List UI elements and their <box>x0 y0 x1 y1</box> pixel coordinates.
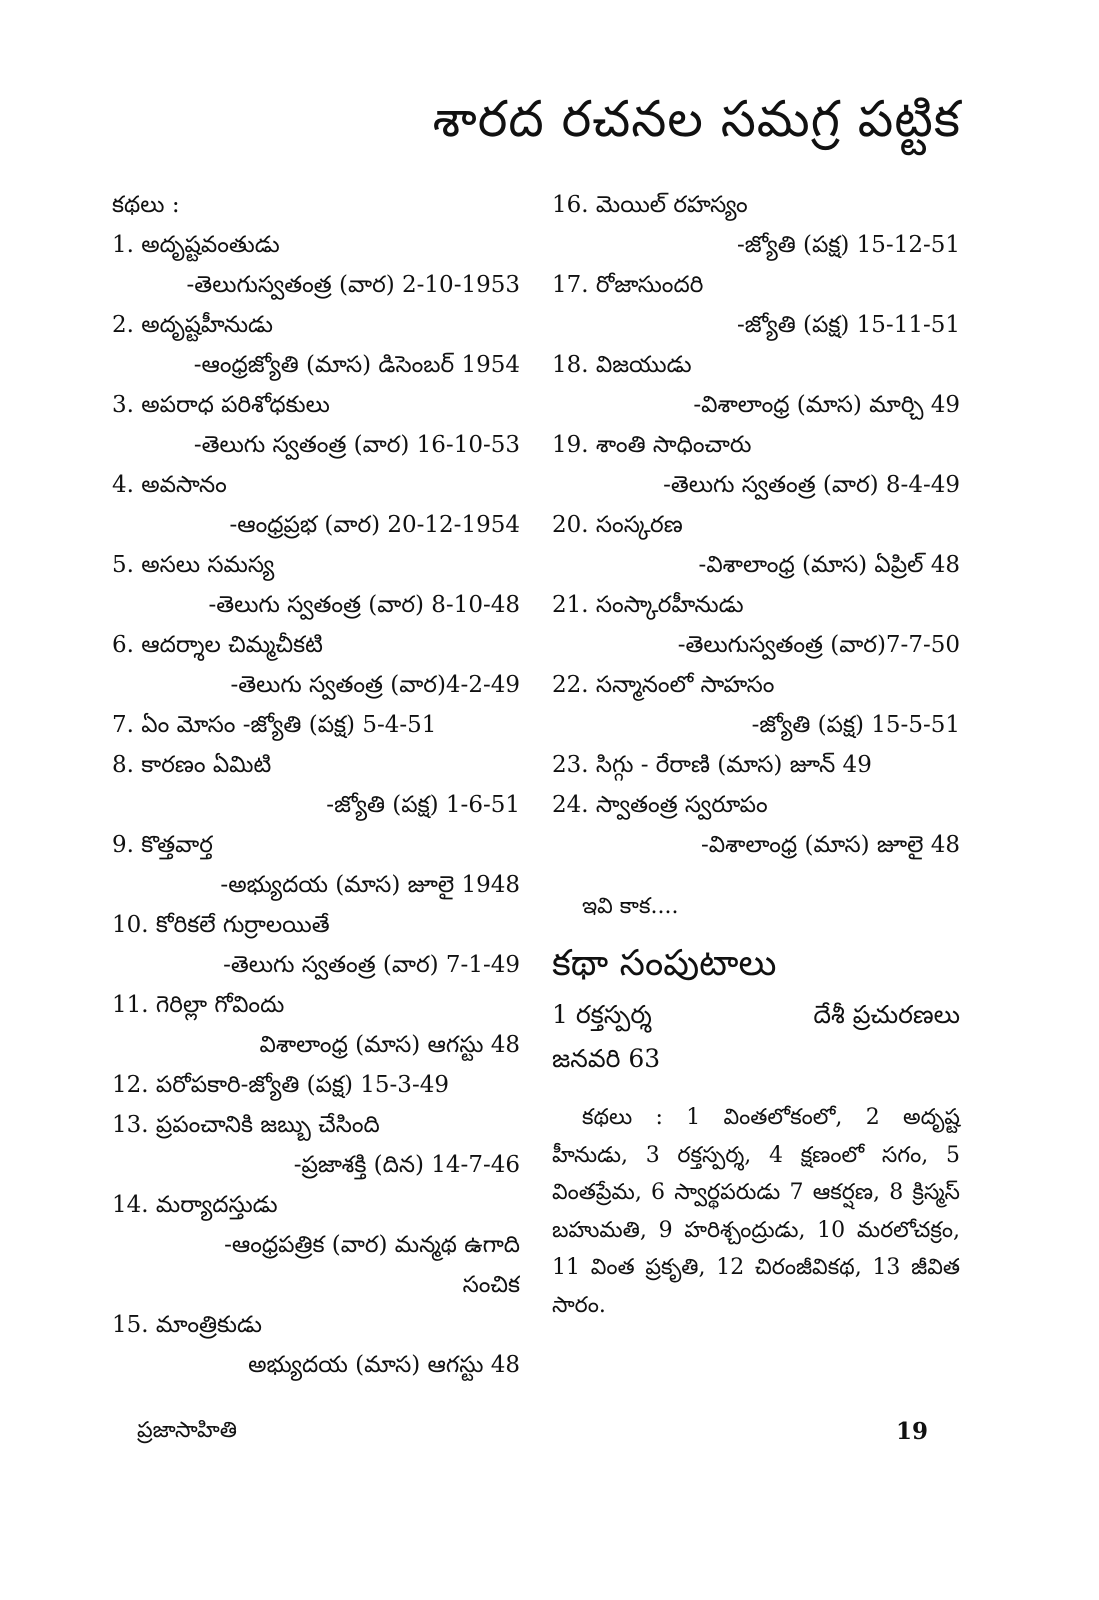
story-number: 19. <box>552 432 589 458</box>
story-publication: -ఆంధ్రజ్యోతి (మాస) డిసెంబర్ 1954 <box>193 352 520 378</box>
story-title: విజయుడు <box>595 352 692 378</box>
story-title: ప్రపంచానికి జబ్బు చేసింది <box>155 1112 380 1138</box>
story-entry <box>552 185 960 265</box>
story-title-line <box>112 905 520 945</box>
story-number: 24. <box>552 792 589 818</box>
story-number: 14. <box>112 1192 149 1218</box>
story-number: 17. <box>552 272 589 298</box>
story-title-line <box>552 265 960 305</box>
story-entry <box>112 625 520 705</box>
story-entry <box>552 425 960 505</box>
story-title: అదృష్టవంతుడు <box>141 232 280 258</box>
story-title-line <box>112 745 520 785</box>
story-title: శాంతి సాధించారు <box>595 432 752 458</box>
story-title: కోరికలే గుర్రాలయితే <box>155 912 330 938</box>
story-title-line <box>552 745 960 785</box>
story-title-line <box>112 705 520 745</box>
story-publication: -తెలుగుస్వతంత్ర (వార) 2-10-1953 <box>186 272 520 298</box>
story-number: 1. <box>112 232 134 258</box>
story-publication: -అభ్యుదయ (మాస) జూలై 1948 <box>220 872 520 898</box>
story-title: ఏం మోసం -జ్యోతి (పక్ష) 5-4-51 <box>141 712 437 738</box>
story-number: 2. <box>112 312 134 338</box>
story-entry <box>552 745 960 785</box>
story-publication: -తెలుగు స్వతంత్ర (వార) 8-4-49 <box>663 472 960 498</box>
story-title-line <box>552 425 960 465</box>
story-title-line <box>112 305 520 345</box>
story-title-line <box>552 505 960 545</box>
story-entry <box>112 1105 520 1185</box>
story-title-line <box>112 1305 520 1345</box>
story-entry <box>112 825 520 905</box>
story-title: మాంత్రికుడు <box>155 1312 262 1338</box>
story-entry <box>552 665 960 745</box>
story-entry <box>552 265 960 345</box>
story-title: ఆదర్శాల చిమ్మచీకటి <box>141 632 323 658</box>
story-publication: -విశాలాంధ్ర (మాస) జూలై 48 <box>701 832 960 858</box>
story-number: 15. <box>112 1312 149 1338</box>
story-title-line <box>112 545 520 585</box>
story-number: 3. <box>112 392 134 418</box>
story-number: 11. <box>112 992 149 1018</box>
story-number: 9. <box>112 832 134 858</box>
story-publication: -తెలుగు స్వతంత్ర (వార) 8-10-48 <box>208 592 520 618</box>
story-number: 16. <box>552 192 589 218</box>
story-publication: -జ్యోతి (పక్ష) 15-5-51 <box>751 712 960 738</box>
story-publication: -జ్యోతి (పక్ష) 15-12-51 <box>737 232 960 258</box>
story-title-line <box>112 625 520 665</box>
story-publication: -తెలుగు స్వతంత్ర (వార) 16-10-53 <box>193 432 520 458</box>
story-title: రోజాసుందరి <box>595 272 704 298</box>
story-title: అసలు సమస్య <box>141 552 275 578</box>
story-entry <box>112 705 520 745</box>
right-entries-list <box>552 185 960 865</box>
story-title: సంస్కారహీనుడు <box>595 592 744 618</box>
story-entry <box>112 985 520 1065</box>
story-title: మర్యాదస్తుడు <box>155 1192 278 1218</box>
story-title-line <box>552 785 960 825</box>
stories-heading: కథలు : <box>112 192 180 218</box>
story-publication: అభ్యుదయ (మాస) ఆగస్టు 48 <box>248 1352 520 1378</box>
volume-date: జనవరి 63 <box>552 1044 661 1073</box>
story-title-line <box>112 985 520 1025</box>
story-title: స్వాతంత్ర స్వరూపం <box>595 792 768 818</box>
story-title: కారణం ఏమిటి <box>141 752 272 778</box>
left-column <box>112 185 520 1385</box>
story-publication: -విశాలాంధ్ర (మాస) మార్చి 49 <box>693 392 960 418</box>
story-entry <box>552 785 960 865</box>
story-number: 18. <box>552 352 589 378</box>
story-entry <box>112 305 520 385</box>
story-number: 5. <box>112 552 134 578</box>
story-title: పరోపకారి-జ్యోతి (పక్ష) 15-3-49 <box>155 1072 449 1098</box>
story-publication: -ఆంధ్రపత్రిక (వార) మన్మథ ఉగాది <box>224 1232 520 1258</box>
story-entry <box>112 1305 520 1385</box>
story-entry <box>112 905 520 985</box>
page-number: 19 <box>896 1418 929 1445</box>
story-number: 7. <box>112 712 134 738</box>
story-title: మెయిల్ రహస్యం <box>595 192 748 218</box>
story-publication: -తెలుగు స్వతంత్ర (వార)4-2-49 <box>230 672 520 698</box>
story-number: 21. <box>552 592 589 618</box>
story-entry <box>112 1185 520 1305</box>
page-title: శారద రచనల సమగ్ర పట్టిక <box>432 90 961 148</box>
story-entry <box>112 225 520 305</box>
story-publication-cont: సంచిక <box>462 1272 520 1298</box>
story-title: గెరిల్లా గోవిందు <box>155 992 285 1018</box>
story-number: 4. <box>112 472 134 498</box>
story-title-line <box>112 465 520 505</box>
story-publication: -ఆంధ్రప్రభ (వార) 20-12-1954 <box>229 512 520 538</box>
story-title-line <box>552 185 960 225</box>
story-number: 13. <box>112 1112 149 1138</box>
story-entry <box>552 505 960 585</box>
left-entries-list <box>112 225 520 1385</box>
story-title-line <box>552 345 960 385</box>
story-title: అపరాధ పరిశోధకులు <box>141 392 330 418</box>
story-title-line <box>552 585 960 625</box>
story-entry <box>112 745 520 825</box>
right-column <box>552 185 960 1324</box>
volume-publisher: దేశీ ప్రచురణలు <box>813 1000 960 1029</box>
story-number: 22. <box>552 672 589 698</box>
story-title-line <box>112 385 520 425</box>
story-entry <box>112 1065 520 1105</box>
story-title: అవసానం <box>141 472 227 498</box>
story-number: 6. <box>112 632 134 658</box>
story-title: కొత్తవార్త <box>141 832 213 858</box>
story-publication: విశాలాంధ్ర (మాస) ఆగస్టు 48 <box>259 1032 520 1058</box>
volume-stories-text: కథలు : 1 వింతలోకంలో, 2 అదృష్ట హీనుడు, 3 రక్తస్పర్శ, 4 క్షణంలో సగం, 5 వింతప్రేమ, 6 స్వార్థపరుడు 7 ఆకర్షణ, 8 క్రిస్మస్ బహుమతి, 9 హరిశ్చంద్రుడు, 10 మరలోచక్రం, 11 వింత ప్రకృతి, 12 చిరంజీవికథ, 13 జీవిత సారం. <box>552 1105 960 1318</box>
volume-title: 1 రక్తస్పర్శ <box>552 1000 652 1029</box>
story-publication: -జ్యోతి (పక్ష) 1-6-51 <box>326 792 520 818</box>
story-publication: -ప్రజాశక్తి (దిన) 14-7-46 <box>293 1152 520 1178</box>
story-number: 10. <box>112 912 149 938</box>
volume-line <box>552 993 960 1037</box>
story-number: 8. <box>112 752 134 778</box>
story-title-line <box>112 825 520 865</box>
story-publication: -విశాలాంధ్ర (మాస) ఏప్రిల్ 48 <box>698 552 960 578</box>
story-number: 23. <box>552 752 589 778</box>
story-title-line <box>552 665 960 705</box>
story-entry <box>552 585 960 665</box>
story-number: 20. <box>552 512 589 538</box>
story-title: సన్మానంలో సాహసం <box>595 672 775 698</box>
story-entry <box>112 545 520 625</box>
story-title-line <box>112 225 520 265</box>
story-title-line <box>112 1105 520 1145</box>
footer-magazine: ప్రజాసాహితి <box>137 1418 237 1443</box>
story-number: 12. <box>112 1072 149 1098</box>
collections-heading: కథా సంపుటాలు <box>552 943 777 984</box>
story-publication: -తెలుగుస్వతంత్ర (వార)7-7-50 <box>677 632 960 658</box>
story-title: సంస్కరణ <box>595 512 683 538</box>
story-publication: -జ్యోతి (పక్ష) 15-11-51 <box>737 312 960 338</box>
story-publication: -తెలుగు స్వతంత్ర (వార) 7-1-49 <box>223 952 520 978</box>
story-entry <box>552 345 960 425</box>
note-text: ఇవి కాక.... <box>582 894 679 919</box>
story-title-line <box>112 1065 520 1105</box>
story-title-line <box>112 1185 520 1225</box>
story-entry <box>112 465 520 545</box>
story-title: అదృష్టహీనుడు <box>141 312 274 338</box>
story-entry <box>112 385 520 465</box>
story-title: సిగ్గు - రేరాణి (మాస) జూన్ 49 <box>595 752 872 778</box>
